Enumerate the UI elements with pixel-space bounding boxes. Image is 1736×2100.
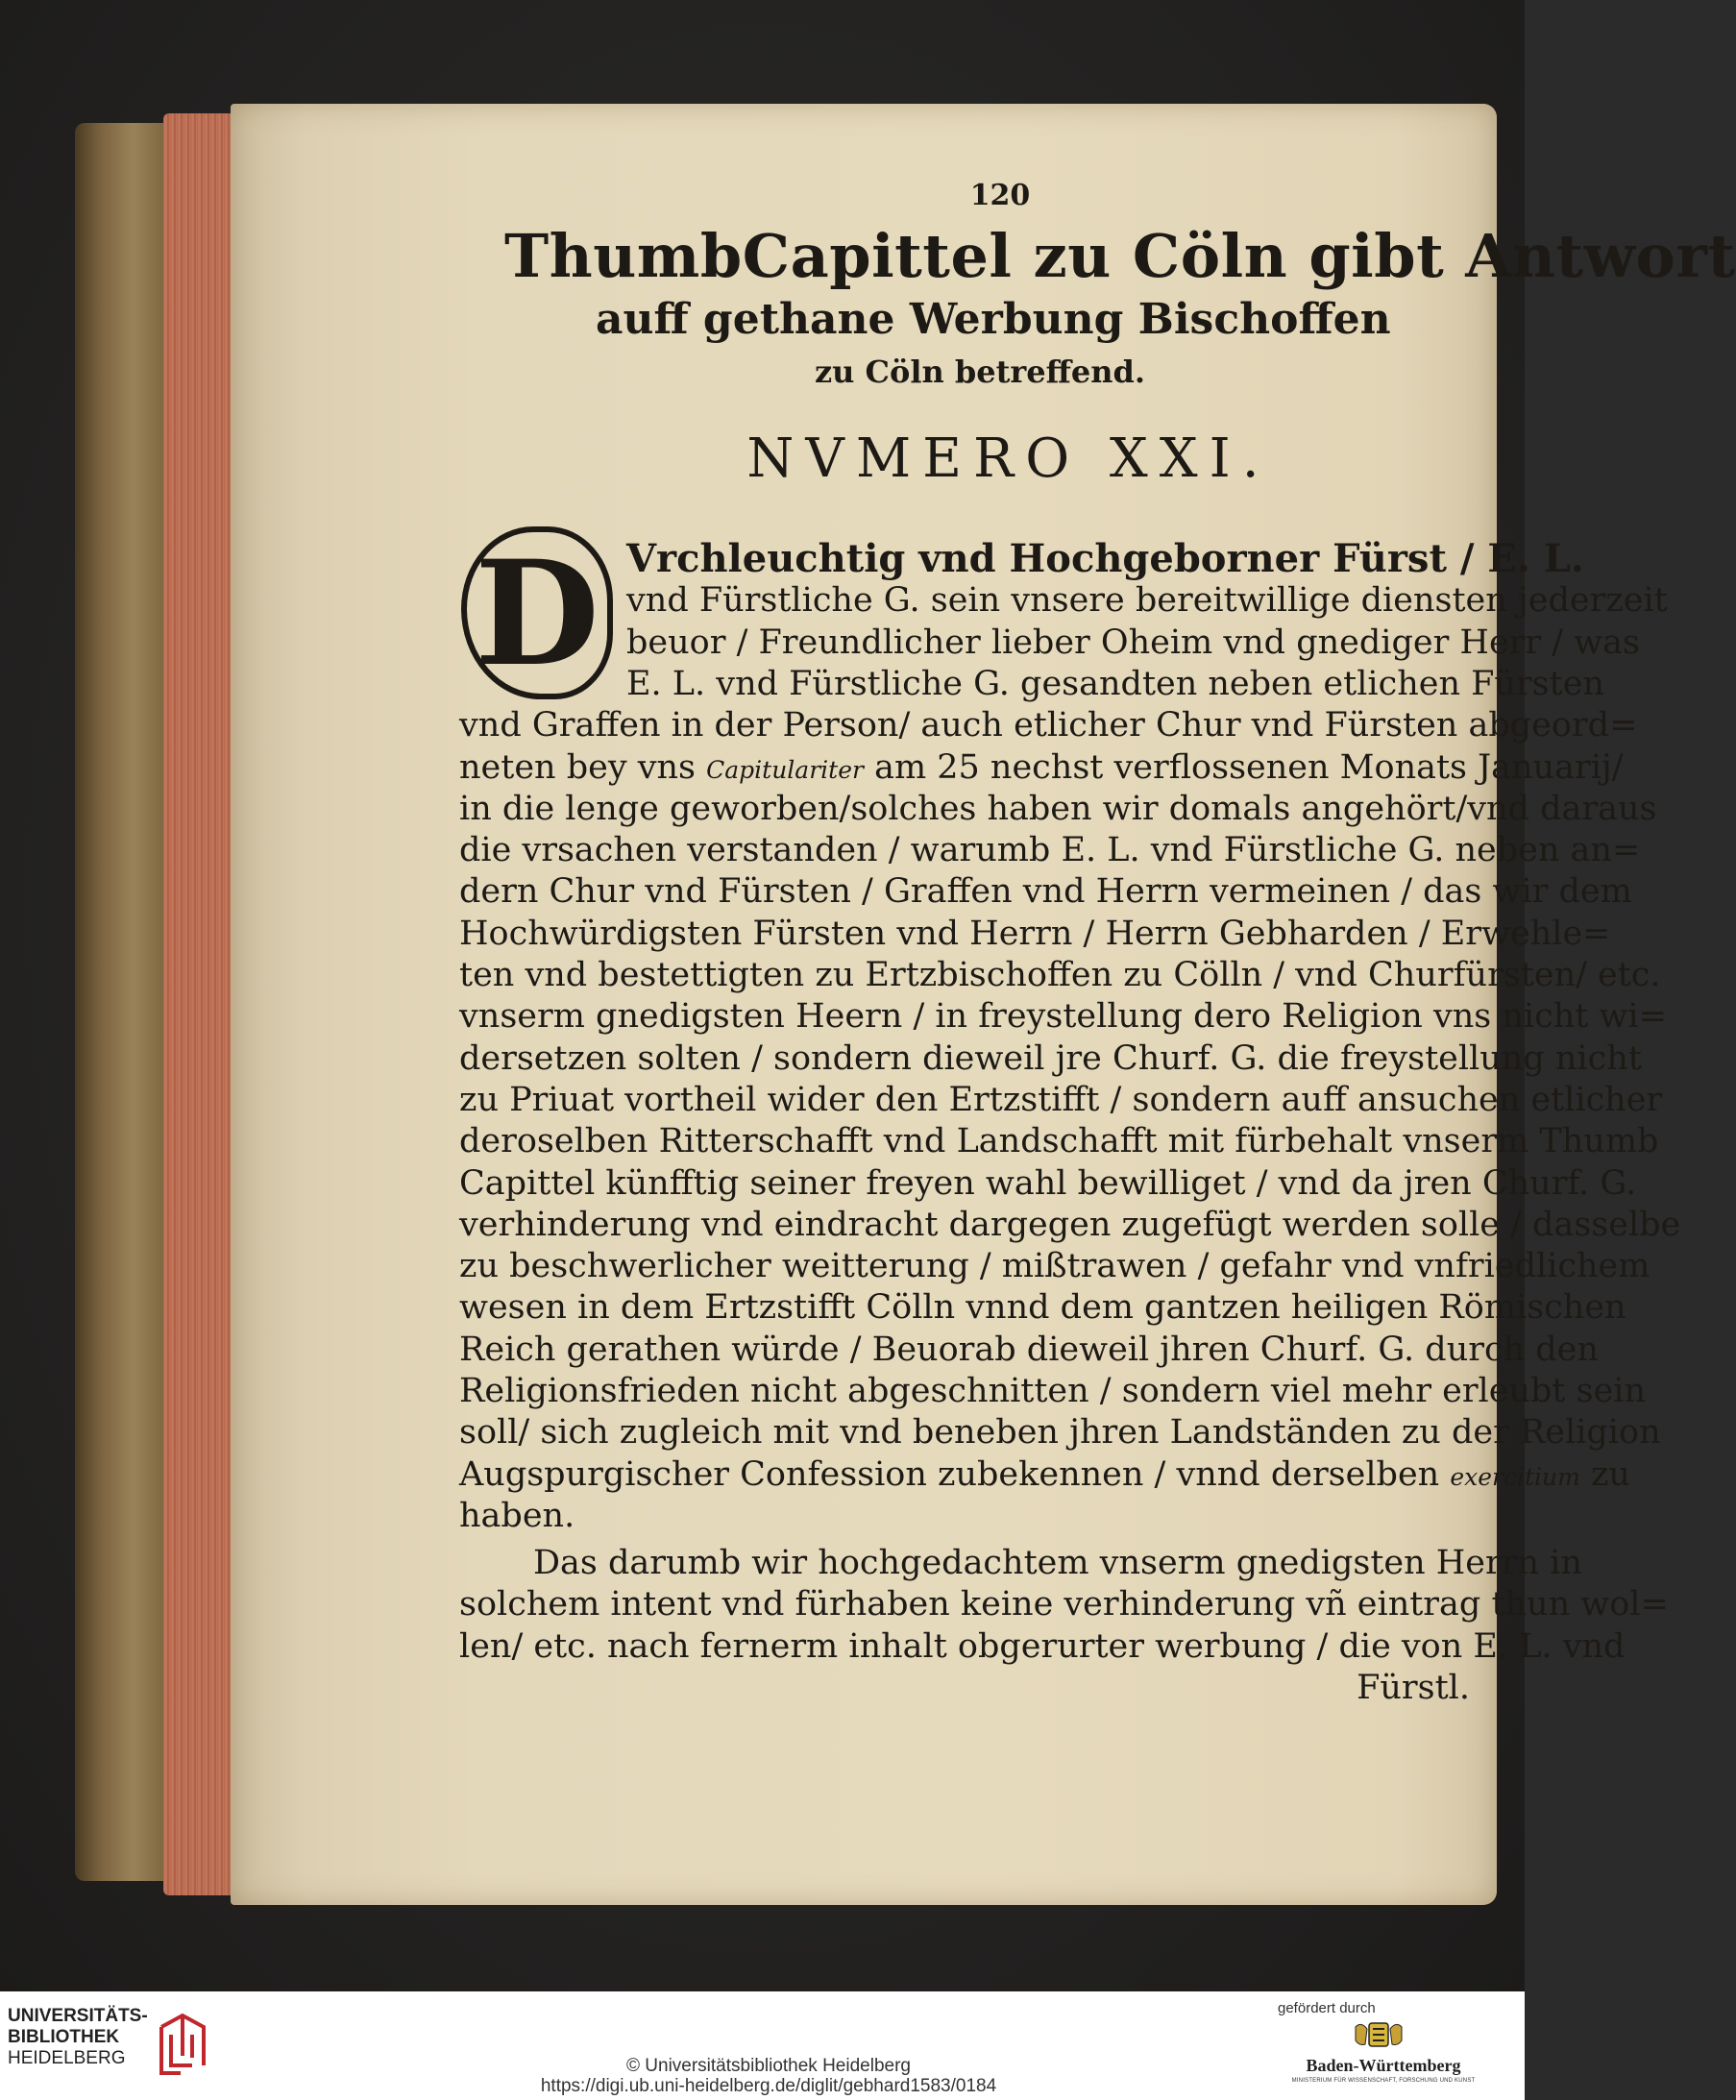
text-line: dersetzen solten / sondern dieweil jre Churf. G. die freystellung nicht: [459, 1038, 1642, 1078]
title-line-3: zu Cöln betreffend.: [814, 354, 1146, 390]
text-line: Fürstl.: [1357, 1668, 1470, 1707]
latin-term: Capitulariter: [706, 755, 864, 784]
text-line: Hochwürdigsten Fürsten vnd Herrn / Herrn Gebharden / Erwehle=: [459, 914, 1611, 953]
page-number: 120: [969, 179, 1031, 212]
text-segment: neten bey vns: [459, 747, 707, 787]
copyright-notice: © Universitätsbibliothek Heidelberg: [626, 2056, 911, 2076]
latin-term: exercitium: [1450, 1462, 1580, 1491]
text-line: zu Priuat vortheil wider den Ertzstifft / sondern auff ansuchen etlicher: [459, 1080, 1663, 1119]
text-line: Religionsfrieden nicht abgeschnitten / sondern viel mehr erleubt sein: [459, 1372, 1647, 1410]
text-line: Capittel künfftig seiner freyen wahl bewilliget / vnd da jren Churf. G.: [459, 1163, 1637, 1203]
text-line: verhinderung vnd eindracht dargegen zugefügt werden solle / dasselbe: [459, 1205, 1681, 1244]
text-segment: zu: [1579, 1454, 1630, 1494]
text-segment: am 25 nechst verflossenen Monats Januarij/: [863, 747, 1624, 787]
library-name-line-3: HEIDELBERG: [8, 2048, 126, 2068]
title-line-1: ThumbCapittel zu Cöln gibt Antwort: [504, 221, 1736, 291]
drop-cap-initial: D: [461, 526, 613, 699]
library-name-line-2: BIBLIOTHEK: [8, 2027, 120, 2047]
text-line: solchem intent vnd fürhaben keine verhinderung vñ eintrag thun wol=: [459, 1585, 1669, 1624]
text-line: zu beschwerlicher weitterung / mißtrawen / gefahr vnd vnfriedlichem: [459, 1247, 1650, 1286]
text-line: vnd Graffen in der Person/ auch etlicher Chur vnd Fürsten abgeord=: [459, 706, 1638, 745]
library-name-line-1: UNIVERSITÄTS-: [8, 2006, 148, 2026]
text-line: Reich gerathen würde / Beuorab dieweil jhren Churf. G. durch den: [459, 1330, 1599, 1369]
text-line: [459, 746, 1624, 792]
text-line: len/ etc. nach fernerm inhalt obgerurter werbung / die von E. L. vnd: [459, 1626, 1626, 1666]
text-line: dern Chur vnd Fürsten / Graffen vnd Herrn vermeinen / das wir dem: [459, 872, 1632, 912]
text-line: ten vnd bestettigten zu Ertzbischoffen zu Cölln / vnd Churfürsten/ etc.: [459, 956, 1661, 994]
text-line: in die lenge geworben/solches haben wir domals angehört/vnd daraus: [459, 789, 1657, 828]
text-line: [459, 1453, 1630, 1499]
text-line: wesen in dem Ertzstifft Cölln vnnd dem gantzen heiligen Römischen: [459, 1288, 1626, 1328]
text-line: haben.: [459, 1496, 575, 1535]
text-line: soll/ sich zugleich mit vnd beneben jhren Landständen zu der Religion: [459, 1413, 1661, 1453]
funder-ministry: MINISTERIUM FÜR WISSENSCHAFT, FORSCHUNG UND KUNST: [1291, 2078, 1476, 2084]
funder-name: Baden-Württemberg: [1306, 2056, 1461, 2075]
text-line: die vrsachen verstanden / warumb E. L. vnd Fürstliche G. neben an=: [459, 831, 1641, 870]
title-line-2: auff gethane Werbung Bischoffen: [596, 295, 1391, 344]
text-line: vnd Fürstliche G. sein vnsere bereitwillige diensten jederzeit: [626, 581, 1668, 621]
funded-by-label: gefördert durch: [1278, 2000, 1376, 2016]
text-segment: Augspurgischer Confession zubekennen / vnnd derselben: [459, 1454, 1451, 1494]
text-line: Das darumb wir hochgedachtem vnserm gnedigsten Herrn in: [533, 1544, 1582, 1582]
library-emblem-icon: [154, 2008, 211, 2077]
text-line: deroselben Ritterschafft vnd Landschafft mit fürbehalt vnserm Thumb: [459, 1122, 1659, 1161]
permalink-url[interactable]: https://digi.ub.uni-heidelberg.de/diglit/gebhard1583/0184: [540, 2076, 997, 2096]
text-line: Vrchleuchtig vnd Hochgeborner Fürst / E. L.: [626, 536, 1584, 581]
text-line: vnserm gnedigsten Heern / in freystellung dero Religion vns nicht wi=: [459, 997, 1667, 1037]
baden-wuerttemberg-crest-icon: [1350, 2017, 1407, 2052]
text-line: E. L. vnd Fürstliche G. gesandten neben etlichen Fürsten: [626, 664, 1604, 703]
library-logo[interactable]: [8, 2006, 161, 2069]
page-edges: [163, 113, 240, 1895]
section-number: NVMERO XXI.: [746, 427, 1271, 490]
text-line: beuor / Freundlicher lieber Oheim vnd gnediger Herr / was: [626, 623, 1640, 662]
